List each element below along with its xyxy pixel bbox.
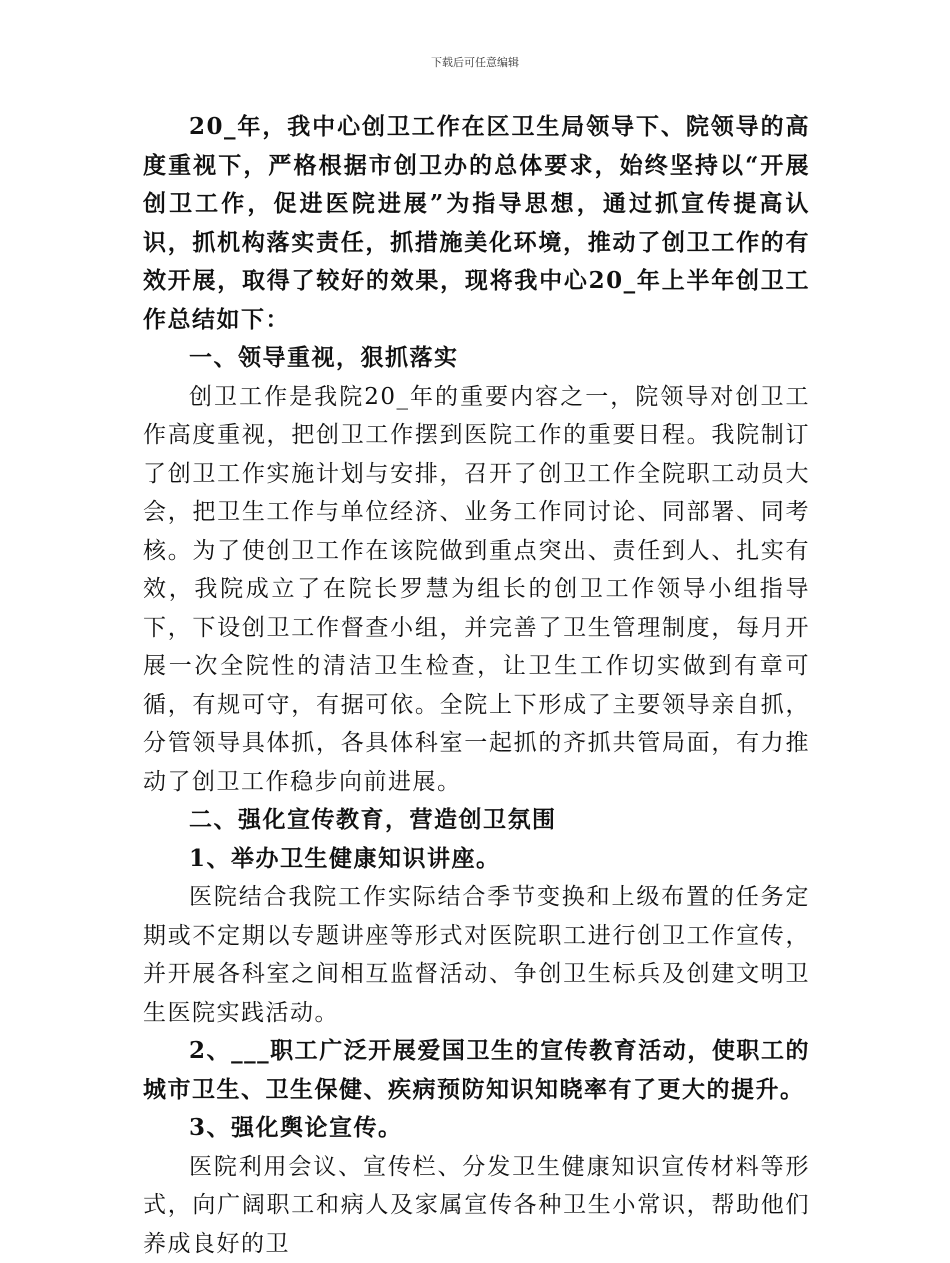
section-1-heading: 一、领导重视，狠抓落实 — [143, 339, 810, 378]
page-header: 下载后可任意编辑 — [0, 54, 950, 70]
item-1-heading: 1、举办卫生健康知识讲座。 — [143, 840, 810, 879]
section-1-paragraph: 创卫工作是我院20_年的重要内容之一，院领导对创卫工作高度重视，把创卫工作摆到医院工作的重要日程。我院制订了创卫工作实施计划与安排，召开了创卫工作全院职工动员大会，把卫生工作与单位经济、业务工作同讨论、同部署、同考核。为了使创卫工作在该院做到重点突出、责任到人、扎实有效，我院成立了在院长罗慧为组长的创卫工作领导小组指导下，下设创卫工作督查小组，并完善了卫生管理制度，每月开展一次全院性的清洁卫生检查，让卫生工作切实做到有章可循，有规可守，有据可依。全院上下形成了主要领导亲自抓，分管领导具体抓，各具体科室一起抓的齐抓共管局面，有力推动了创卫工作稳步向前进展。 — [143, 378, 810, 802]
item-1-paragraph: 医院结合我院工作实际结合季节变换和上级布置的任务定期或不定期以专题讲座等形式对医院职工进行创卫工作宣传，并开展各科室之间相互监督活动、争创卫生标兵及创建文明卫生医院实践活动。 — [143, 878, 810, 1032]
document-body — [143, 108, 810, 1263]
item-2-paragraph: 2、___职工广泛开展爱国卫生的宣传教育活动，使职工的城市卫生、卫生保健、疾病预防知识知晓率有了更大的提升。 — [143, 1032, 810, 1109]
item-3-paragraph: 医院利用会议、宣传栏、分发卫生健康知识宣传材料等形式，向广阔职工和病人及家属宣传各种卫生小常识，帮助他们养成良好的卫 — [143, 1148, 810, 1263]
section-2-heading: 二、强化宣传教育，营造创卫氛围 — [143, 801, 810, 840]
item-3-heading: 3、强化舆论宣传。 — [143, 1109, 810, 1148]
intro-paragraph: 20_年，我中心创卫工作在区卫生局领导下、院领导的高度重视下，严格根据市创卫办的总体要求，始终坚持以“开展创卫工作，促进医院进展”为指导思想，通过抓宣传提高认识，抓机构落实责任，抓措施美化环境，推动了创卫工作的有效开展，取得了较好的效果，现将我中心20_年上半年创卫工作总结如下： — [143, 108, 810, 339]
